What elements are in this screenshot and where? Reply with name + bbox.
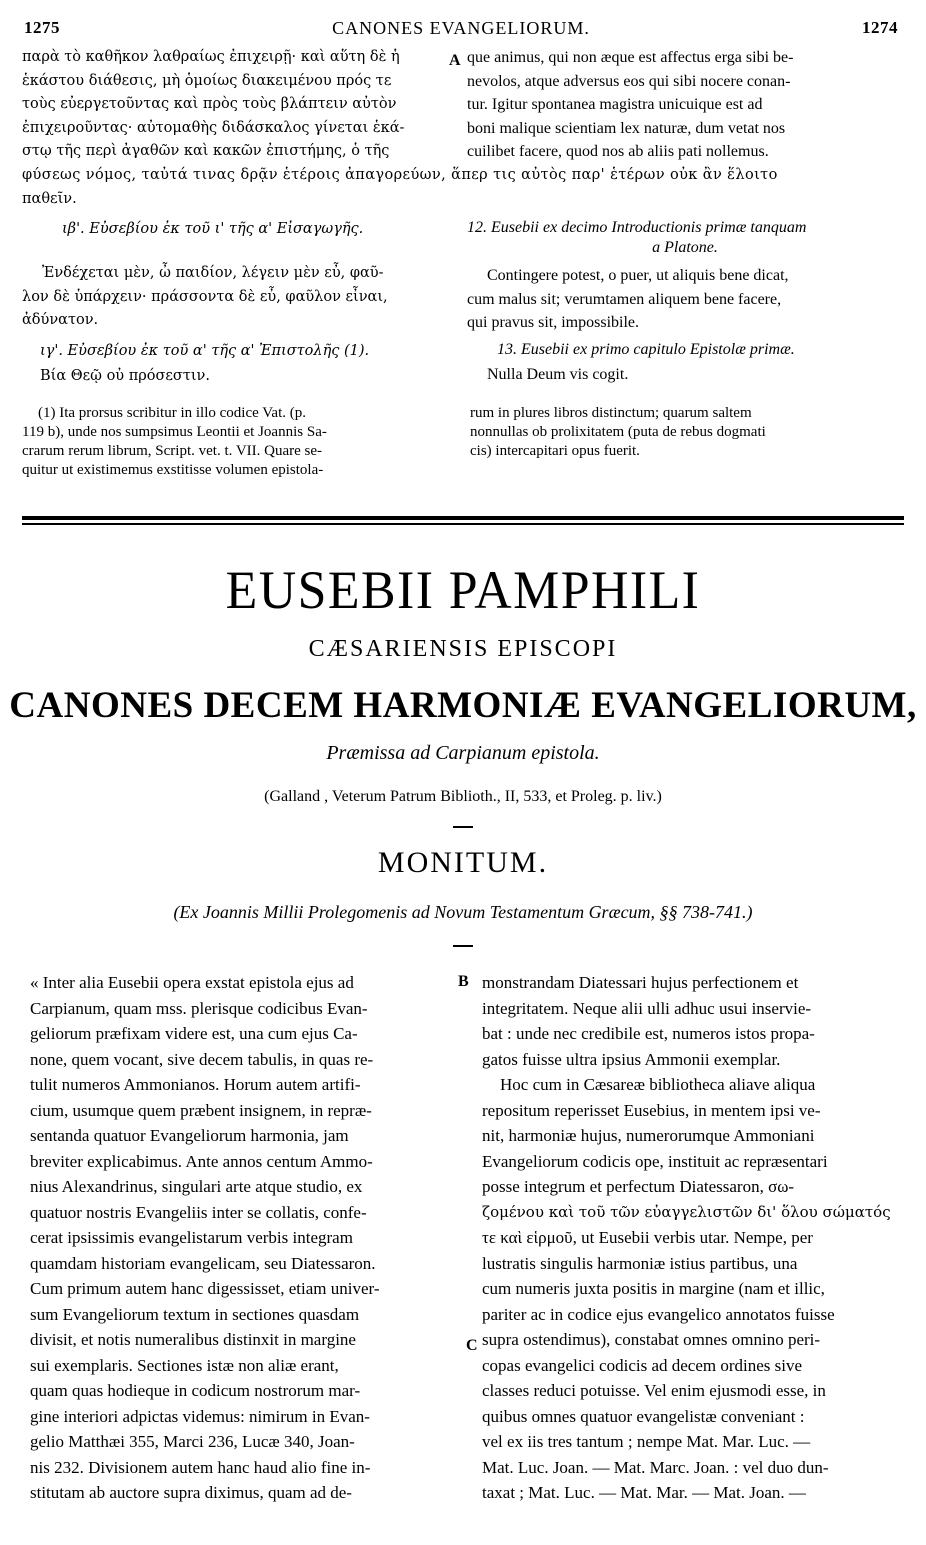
greek-line: Ἐνδέχεται μὲν, ὦ παιδίον, λέγειν μὲν εὖ, φαῦ- bbox=[42, 265, 384, 281]
heading-line: 12. Eusebii ex decimo Introductionis primæ tanquam bbox=[467, 219, 807, 236]
greek-section-12 bbox=[22, 262, 452, 333]
millii-ref: (Ex Joannis Millii Prolegomenis ad Novum Testamentum Græcum, §§ 738-741.) bbox=[173, 902, 753, 922]
body-line: monstrandam Diatessari hujus perfectionem et bbox=[482, 973, 799, 992]
margin-letter-c: C bbox=[466, 1337, 478, 1354]
greek-line: στῳ τῆς περὶ ἀγαθῶν καὶ κακῶν ἐπιστήμης, ὁ τῆς bbox=[22, 143, 390, 159]
body-line: « Inter alia Eusebii opera exstat epistola ejus ad bbox=[30, 973, 354, 992]
latin-section-13-heading: 13. Eusebii ex primo capitulo Epistolæ primæ. bbox=[497, 341, 795, 358]
body-line: Mat. Luc. Joan. — Mat. Marc. Joan. : vel duo dun- bbox=[482, 1457, 829, 1477]
body-line: nis 232. Divisionem autem hanc haud alio fine in- bbox=[30, 1457, 371, 1477]
footnote-line: 119 b), unde nos sumpsimus Leontii et Joannis Sa- bbox=[22, 424, 327, 440]
body-line: sentanda quatuor Evangeliorum harmonia, jam bbox=[30, 1126, 349, 1145]
margin-letter-a: A bbox=[449, 52, 461, 69]
body-line: posse integrum et perfectum Diatessaron, σω- bbox=[482, 1177, 795, 1196]
greek-line: λον δὲ ὑπάρχειν· πράσσοντα δὲ εὖ, φαῦλον εἶναι, bbox=[22, 288, 388, 305]
greek-line: ἀδύνατον. bbox=[22, 312, 99, 328]
body-line: supra ostendimus), constabat omnes omnino peri- bbox=[482, 1330, 821, 1349]
page-number-left: 1275 bbox=[24, 18, 60, 37]
greek-line: ἑκάστου διάθεσις, μὴ ὁμοίως διακειμένου πρός τε bbox=[22, 72, 392, 89]
body-line: gelio Matthæi 355, Marci 236, Lucæ 340, Joan- bbox=[30, 1432, 355, 1451]
body-line: breviter explicabimus. Ante annos centum Ammo- bbox=[30, 1151, 373, 1171]
latin-intro bbox=[467, 46, 903, 164]
body-line: divisit, et notis numeralibus distinxit in margine bbox=[30, 1330, 356, 1349]
body-line: Cum primum autem hanc digessisset, etiam univer- bbox=[30, 1279, 380, 1298]
body-line: vel ex iis tres tantum ; nempe Mat. Mar. Luc. — bbox=[482, 1432, 811, 1451]
body-line: nius Alexandrinus, singulari arte atque studio, ex bbox=[30, 1177, 363, 1196]
latin-line: boni malique scientiam lex naturæ, dum vetat nos bbox=[467, 119, 786, 137]
margin-letter-b: B bbox=[458, 973, 469, 990]
body-line: none, quem vocant, sive decem tabulis, in quas re- bbox=[30, 1049, 374, 1069]
section-rule-thin bbox=[22, 523, 904, 525]
greek-intro bbox=[22, 46, 452, 164]
body-line: cerat ipsissimis evangelistarum verbis integram bbox=[30, 1228, 353, 1247]
latin-line: que animus, qui non æque est affectus erga sibi be- bbox=[467, 49, 794, 66]
running-title: CANONES EVANGELIORUM. bbox=[332, 18, 590, 38]
body-left-column bbox=[30, 970, 450, 1506]
body-line: copas evangelici codicis ad decem ordines sive bbox=[482, 1355, 803, 1375]
monitum-heading: MONITUM. bbox=[377, 846, 549, 879]
footnote-line: cis) intercapitari opus fuerit. bbox=[470, 443, 640, 459]
footnote-left bbox=[22, 404, 452, 480]
greek-section-13-text: Βία Θεῷ οὐ πρόσεστιν. bbox=[40, 368, 210, 384]
body-line: taxat ; Mat. Luc. — Mat. Mar. — Mat. Joan. — bbox=[482, 1483, 806, 1502]
main-title: EUSEBII PAMPHILI bbox=[225, 560, 701, 620]
body-line: cum numeris juxta positis in margine (nam et illic, bbox=[482, 1279, 825, 1298]
greek-line: τοὺς εὐεργετοῦντας καὶ πρὸς τοὺς βλάπτειν αὐτὸν bbox=[22, 96, 397, 112]
canones-title: CANONES DECEM HARMONIÆ EVANGELIORUM, bbox=[9, 685, 917, 726]
body-line: sui exemplaris. Sectiones istæ non aliæ erant, bbox=[30, 1355, 339, 1375]
body-line: lustratis singulis harmoniæ istius partibus, una bbox=[482, 1253, 798, 1273]
body-line: geliorum præfixam videre est, una cum ejus Ca- bbox=[30, 1024, 358, 1043]
body-line: quam quas hodieque in codicum nostrorum mar- bbox=[30, 1381, 361, 1400]
heading-line: a Platone. bbox=[652, 239, 718, 256]
latin-line: tur. Igitur spontanea magistra unicuique est ad bbox=[467, 96, 763, 113]
greek-last-line: παθεῖν. bbox=[22, 191, 77, 207]
section-rule-thick bbox=[22, 516, 904, 520]
body-line: Hoc cum in Cæsareæ bibliotheca aliave aliqua bbox=[500, 1075, 816, 1094]
latin-line: cuilibet facere, quod nos ab aliis pati nollemus. bbox=[467, 143, 769, 160]
footnote-line: (1) Ita prorsus scribitur in illo codice Vat. (p. bbox=[38, 405, 306, 421]
galland-ref: (Galland , Veterum Patrum Biblioth., II, 533, et Proleg. p. liv.) bbox=[264, 788, 662, 805]
running-header bbox=[24, 18, 898, 42]
footnote-line: rum in plures libros distinctum; quarum saltem bbox=[470, 405, 752, 421]
footnote-right bbox=[470, 404, 900, 461]
body-line: bat : unde nec credibile est, numeros istos propa- bbox=[482, 1024, 815, 1043]
greek-full-line: φύσεως νόμος, ταὐτά τινας δρᾷν ἑτέροις ἀπαγορεύων, ἅπερ τις αὐτὸς παρ' ἑτέρων οὐκ ἂν ἕλοιτο bbox=[22, 167, 778, 183]
greek-section-13-heading: ιγ'. Εὐσεβίου ἐκ τοῦ α' τῆς α' Ἐπιστολῆς (1). bbox=[40, 343, 370, 359]
body-line: quatuor nostris Evangeliis inter se collatis, confe- bbox=[30, 1202, 367, 1222]
body-line: nit, harmoniæ hujus, numerorumque Ammoniani bbox=[482, 1126, 815, 1145]
body-line: cium, usumque quem præbent insignem, in repræ- bbox=[30, 1100, 372, 1120]
greek-section-12-heading: ιβ'. Εὐσεβίου ἐκ τοῦ ι' τῆς α' Εἰσαγωγῆς. bbox=[62, 221, 364, 237]
latin-line: Contingere potest, o puer, ut aliquis bene dicat, bbox=[487, 267, 789, 284]
footnote-line: nonnullas ob prolixitatem (puta de rebus dogmati bbox=[470, 424, 766, 440]
body-line: quibus omnes quatuor evangelistæ conveniant : bbox=[482, 1406, 805, 1426]
latin-section-12-heading bbox=[467, 218, 903, 258]
greek-line: ἐπιχειροῦντας· αὐτομαθὴς διδάσκαλος γίνεται ἑκά- bbox=[22, 119, 405, 136]
body-line: ζομένου καὶ τοῦ τῶν εὐαγγελιστῶν δι' ὅλου σώματός bbox=[482, 1202, 891, 1221]
latin-section-13-text: Nulla Deum vis cogit. bbox=[487, 366, 629, 383]
page-number-right: 1274 bbox=[861, 18, 898, 37]
footnote-line: quitur ut existimemus exstitisse volumen epistola- bbox=[22, 462, 324, 478]
body-right-column bbox=[482, 970, 902, 1506]
body-line: tulit numeros Ammonianos. Horum autem artifi- bbox=[30, 1075, 361, 1094]
latin-line: qui pravus sit, impossibile. bbox=[467, 314, 639, 331]
body-line: integritatem. Neque alii ulli adhuc usui inservie- bbox=[482, 998, 812, 1018]
short-rule bbox=[453, 945, 473, 947]
footnote-line: crarum rerum librum, Script. vet. t. VII. Quare se- bbox=[22, 443, 323, 459]
body-line: Carpianum, quam mss. plerisque codicibus Evan- bbox=[30, 998, 368, 1018]
body-line: quamdam historiam evangelicam, seu Diatessaron. bbox=[30, 1253, 376, 1273]
body-line: classes reduci potuisse. Vel enim ejusmodi esse, in bbox=[482, 1381, 826, 1400]
body-line: Evangeliorum codicis ope, instituit ac repræsentari bbox=[482, 1151, 828, 1171]
body-line: sum Evangeliorum textum in sectiones quasdam bbox=[30, 1304, 360, 1324]
body-line: repositum reperisset Eusebius, in mentem ipsi ve- bbox=[482, 1100, 821, 1120]
body-line: gine interiori adpictas videmus: nimirum in Evan- bbox=[30, 1406, 370, 1426]
body-line: pariter ac in codice ejus evangelico annotatos fuisse bbox=[482, 1304, 835, 1324]
subtitle: CÆSARIENSIS EPISCOPI bbox=[308, 636, 618, 662]
praemissa: Præmissa ad Carpianum epistola. bbox=[326, 742, 600, 764]
body-line: τε καὶ εἱρμοῦ, ut Eusebii verbis utar. Nempe, per bbox=[482, 1228, 813, 1247]
body-line: stitutam ab auctore supra diximus, quam ad de- bbox=[30, 1483, 352, 1502]
greek-line: παρὰ τὸ καθῆκον λαθραίως ἐπιχειρῇ· καὶ αὕτη δὲ ἡ bbox=[22, 49, 400, 65]
latin-line: cum malus sit; verumtamen aliquem bene facere, bbox=[467, 290, 782, 308]
latin-line: nevolos, atque adversus eos qui sibi nocere conan- bbox=[467, 72, 791, 90]
latin-section-12 bbox=[467, 264, 903, 335]
short-rule bbox=[453, 826, 473, 828]
body-line: gatos fuisse ultra ipsius Ammonii exemplar. bbox=[482, 1049, 781, 1069]
